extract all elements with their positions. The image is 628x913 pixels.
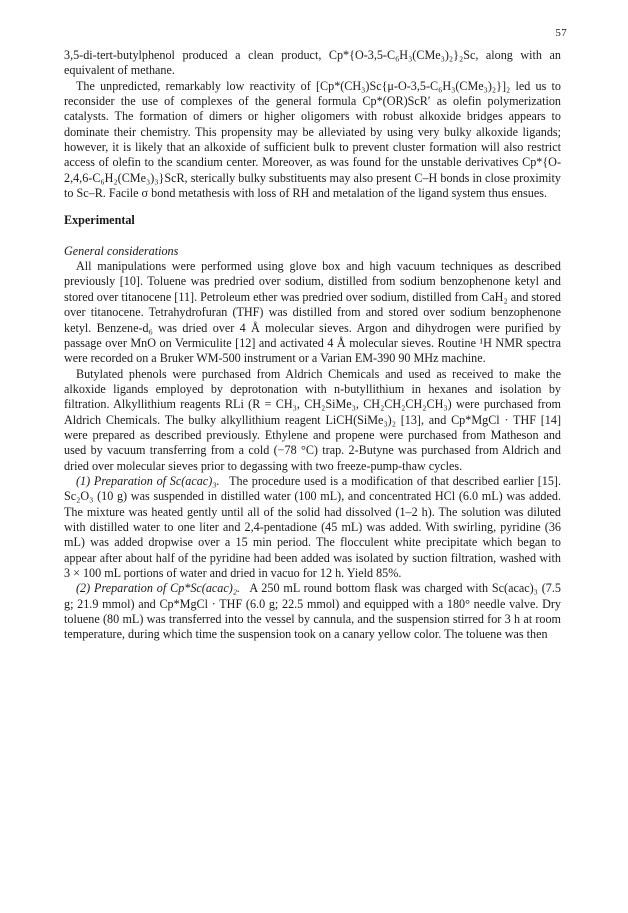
section-heading-experimental: Experimental [64, 213, 135, 228]
subsection-heading-general: General considerations [64, 243, 179, 258]
prep-1-body: The procedure used is a modification of that described earlier [15]. Sc₂O₃ (10 g) was suspended in distilled water (100 mL), and concentrated HCl (6.0 mL) was added. The mixture was heated gently until all of the solid had dissolved (1–2 h). The solution was diluted with distilled water to one liter and 2,4-pentadione (45 mL) was added. With swirling, pyridine (36 mL) was added dropwise over a 15 min period. The flocculent white precipitate which began to appear after about half of the pyridine had been added was isolated by suction filtration, washed with 3 × 100 mL portions of water and dried in vacuo for 12 h. Yield 85%. [64, 473, 561, 580]
general-paragraph-1: All manipulations were performed using glove box and high vacuum techniques as described previously [10]. Toluene was predried over sodium, distilled from sodium benzophenone ketyl and stored over titanocene [11]. Petroleum ether was predried over sodium, distilled from CaH₂ and stored over titanocene. Tetrahydrofuran (THF) was distilled from and stored over sodium benzophenone ketyl. Benzene-d₆ was dried over 4 Å molecular sieves. Argon and dihydrogen were purified by passage over MnO on Vermiculite [12] and activated 4 Å molecular sieves. Routine ¹H NMR spectra were recorded on a Bruker WM-500 instrument or a Varian EM-390 90 MHz machine. [64, 259, 561, 366]
intro-paragraph-2: The unpredicted, remarkably low reactivity of [Cp*(CH₃)Sc{μ-O-3,5-C₆H₃(CMe₃)₂}]₂ led us to reconsider the use of complexes of the general formula Cp*(OR)ScR′ as olefin polymerization catalysts. The formation of dimers or higher oligomers with robust alkoxide bridges appears to dominate their chemistry. This propensity may be alleviated by using very bulky alkoxide ligands; however, it is likely that an alkoxide of sufficient bulk to prevent cluster formation will also restrict access of olefin to the scandium center. Moreover, as was found for the unstable derivatives Cp*{O-2,4,6-C₆H₂(CMe₃)₃}ScR, sterically bulky substituents may also present C–H bonds in close proximity to Sc–R. Facile σ bond metathesis with loss of RH and metalation of the ligand system thus ensues. [64, 78, 561, 201]
article-body [64, 48, 561, 643]
prep-2-heading: (2) Preparation of Cp*Sc(acac)₂. [76, 581, 247, 596]
prep-1-heading: (1) Preparation of Sc(acac)₃. [76, 473, 226, 488]
intro-paragraph-1: 3,5-di-tert-butylphenol produced a clean product, Cp*{O-3,5-C₆H₃(CMe₃)₂}₂Sc, along with an equivalent of methane. [64, 48, 561, 78]
general-paragraph-2: Butylated phenols were purchased from Aldrich Chemicals and used as received to make the alkoxide ligands employed by deprotonation with n-butyllithium in hexanes and isolation by filtration. Alkyllithium reagents RLi (R = CH₃, CH₂SiMe₃, CH₂CH₂CH₂CH₃) were purchased from Aldrich Chemicals. The bulky alkyllithium reagent LiCH(SiMe₃)₂ [13], and Cp*MgCl · THF [14] were prepared as described previously. Ethylene and propene were purchased from Matheson and used by vacuum transferring from a cold (−78 °C) trap. 2-Butyne was purchased from Aldrich and dried over molecular sieves prior to degassing with two freeze-pump-thaw cycles. [64, 366, 561, 473]
page-number: 57 [555, 27, 567, 39]
prep-1-paragraph [64, 474, 561, 581]
prep-2-body: A 250 mL round bottom flask was charged with Sc(acac)₃ (7.5 g; 21.9 mmol) and Cp*MgCl · THF (6.0 g; 22.5 mmol) and equipped with a 180° needle valve. Dry toluene (80 mL) was transferred into the vessel by cannula, and the suspension stirred for 3 h at room temperature, during which time the suspension took on a canary yellow color. The toluene was then [64, 581, 561, 642]
prep-2-paragraph [64, 581, 561, 642]
